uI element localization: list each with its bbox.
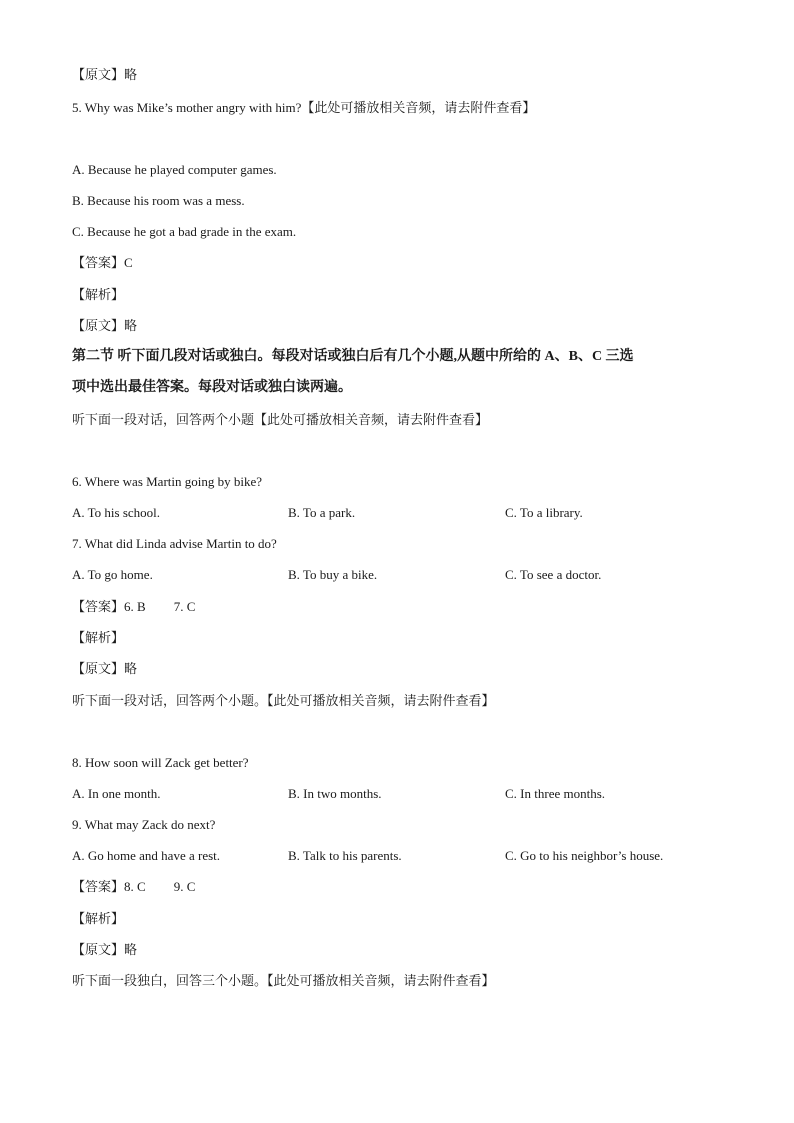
- answer-8: 8. C: [124, 879, 146, 894]
- instruction-monologue: 听下面一段独白，回答三个小题。【此处可播放相关音频，请去附件查看】: [72, 973, 495, 988]
- question-8-option-b: B. In two months.: [288, 786, 382, 801]
- instruction-dialogue-1: 听下面一段对话，回答两个小题【此处可播放相关音频，请去附件查看】: [72, 412, 489, 427]
- analysis-label: 【解析】: [72, 911, 125, 926]
- question-5-option-c: C. Because he got a bad grade in the exam.: [72, 224, 297, 239]
- instruction-dialogue-2: 听下面一段对话，回答两个小题。【此处可播放相关音频，请去附件查看】: [72, 693, 495, 708]
- question-8-option-a: A. In one month.: [72, 786, 161, 801]
- answer-7: 7. C: [173, 599, 196, 614]
- question-6-option-a: A. To his school.: [72, 505, 161, 520]
- original-text-note: 【原文】略: [72, 942, 138, 957]
- answer-9: 9. C: [173, 879, 196, 894]
- original-text-note: 【原文】略: [72, 318, 138, 333]
- question-7-option-a: A. To go home.: [72, 567, 153, 582]
- question-5-option-a: A. Because he played computer games.: [72, 162, 277, 177]
- question-6: 6. Where was Martin going by bike?: [72, 474, 263, 489]
- answer-label: 【答案】: [72, 599, 125, 614]
- question-5: 5. Why was Mike’s mother angry with him?【此处可播放相关音频，请去附件查看】: [72, 100, 536, 115]
- question-7: 7. What did Linda advise Martin to do?: [72, 536, 277, 551]
- question-5-option-b: B. Because his room was a mess.: [72, 193, 245, 208]
- analysis-label: 【解析】: [72, 630, 125, 645]
- question-9: 9. What may Zack do next?: [72, 817, 216, 832]
- question-6-option-c: C. To a library.: [505, 505, 583, 520]
- answer-8-9: [72, 878, 195, 896]
- section-2-heading: 第二节 听下面几段对话或独白。每段对话或独白后有几个小题,从题中所给的 A、B、C 三选: [72, 349, 634, 364]
- question-9-option-c: C. Go to his neighbor’s house.: [505, 848, 664, 863]
- question-7-option-c: C. To see a doctor.: [505, 567, 602, 582]
- analysis-label: 【解析】: [72, 287, 125, 302]
- answer-label: 【答案】: [72, 879, 125, 894]
- question-8-option-c: C. In three months.: [505, 786, 606, 801]
- answer-5: 【答案】C: [72, 255, 133, 270]
- question-7-option-b: B. To buy a bike.: [288, 567, 378, 582]
- question-8: 8. How soon will Zack get better?: [72, 755, 249, 770]
- original-text-note: 【原文】略: [72, 661, 138, 676]
- question-9-option-b: B. Talk to his parents.: [288, 848, 402, 863]
- original-text-note: 【原文】略: [72, 67, 138, 82]
- question-9-option-a: A. Go home and have a rest.: [72, 848, 221, 863]
- answer-6-7: [72, 598, 195, 616]
- answer-6: 6. B: [124, 599, 146, 614]
- section-2-heading-cont: 项中选出最佳答案。每段对话或独白读两遍。: [72, 380, 352, 395]
- question-6-option-b: B. To a park.: [288, 505, 356, 520]
